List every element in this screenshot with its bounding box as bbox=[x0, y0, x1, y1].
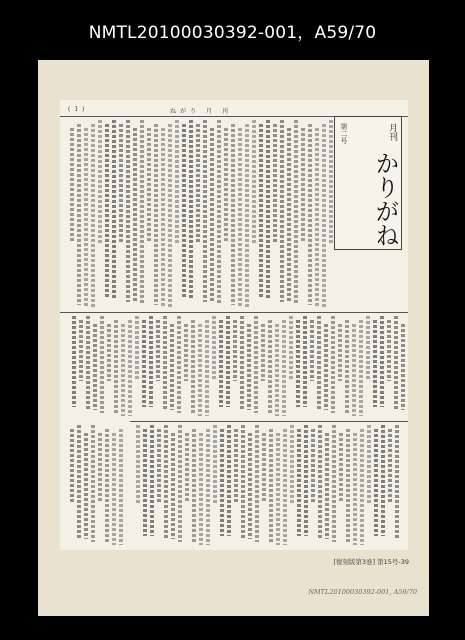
text-column bbox=[84, 433, 88, 539]
text-column bbox=[121, 324, 125, 416]
text-column bbox=[317, 316, 321, 410]
text-column bbox=[394, 316, 398, 410]
text-column bbox=[191, 320, 195, 413]
text-column bbox=[329, 120, 333, 243]
text-region bbox=[66, 316, 408, 416]
text-column bbox=[157, 429, 161, 503]
text-column bbox=[367, 425, 371, 503]
text-column bbox=[112, 433, 116, 545]
text-column bbox=[170, 324, 174, 410]
text-column bbox=[238, 128, 242, 308]
text-column bbox=[395, 425, 399, 539]
text-column bbox=[91, 425, 95, 542]
text-column bbox=[119, 124, 123, 243]
text-column bbox=[282, 320, 286, 416]
text-column bbox=[289, 316, 293, 381]
text-column bbox=[136, 425, 140, 503]
text-column bbox=[205, 320, 209, 416]
text-column bbox=[91, 124, 95, 308]
text-column bbox=[105, 429, 109, 542]
text-column bbox=[98, 120, 102, 243]
text-column bbox=[168, 124, 172, 308]
text-column bbox=[150, 425, 154, 536]
text-column bbox=[315, 128, 319, 308]
text-column bbox=[105, 124, 109, 299]
text-column bbox=[226, 316, 230, 407]
text-column bbox=[70, 429, 74, 503]
text-column bbox=[287, 128, 291, 302]
text-column bbox=[114, 320, 118, 413]
text-column bbox=[164, 425, 168, 539]
text-column bbox=[303, 316, 307, 407]
text-column bbox=[374, 429, 378, 536]
text-column bbox=[213, 425, 217, 503]
text-column bbox=[231, 124, 235, 305]
text-column bbox=[290, 425, 294, 503]
text-column bbox=[322, 124, 326, 308]
text-column bbox=[98, 433, 102, 503]
text-column bbox=[199, 433, 203, 545]
text-column bbox=[185, 433, 189, 503]
footer-label: [復刻版第3巻] 第15号-39 bbox=[333, 558, 409, 566]
text-column bbox=[177, 316, 181, 413]
text-column bbox=[112, 120, 116, 299]
text-column bbox=[198, 324, 202, 416]
text-column bbox=[234, 429, 238, 503]
text-column bbox=[70, 128, 74, 243]
text-column bbox=[325, 433, 329, 539]
text-column bbox=[182, 124, 186, 299]
text-column bbox=[233, 320, 237, 381]
text-column bbox=[240, 316, 244, 410]
text-column bbox=[77, 124, 81, 305]
text-column bbox=[301, 128, 305, 243]
text-column bbox=[203, 120, 207, 302]
text-column bbox=[133, 128, 137, 302]
text-column bbox=[189, 120, 193, 299]
text-column bbox=[360, 429, 364, 545]
text-column bbox=[220, 429, 224, 536]
text-column bbox=[171, 433, 175, 539]
text-column bbox=[212, 316, 216, 381]
text-column bbox=[261, 324, 265, 381]
text-column bbox=[219, 320, 223, 407]
text-column bbox=[254, 316, 258, 413]
text-column bbox=[156, 320, 160, 381]
text-column bbox=[192, 429, 196, 542]
text-column bbox=[259, 124, 263, 299]
text-column bbox=[352, 324, 356, 416]
text-column bbox=[196, 124, 200, 243]
header-title: ねがり 月 刊 bbox=[170, 108, 232, 115]
text-column bbox=[224, 128, 228, 243]
text-column bbox=[273, 124, 277, 243]
text-column bbox=[318, 425, 322, 539]
text-column bbox=[345, 320, 349, 413]
text-column bbox=[100, 316, 104, 413]
text-column bbox=[280, 120, 284, 302]
text-column bbox=[294, 120, 298, 305]
text-region bbox=[134, 425, 402, 545]
text-column bbox=[324, 324, 328, 410]
text-column bbox=[380, 316, 384, 407]
text-column bbox=[241, 425, 245, 539]
text-column bbox=[308, 124, 312, 305]
text-column bbox=[283, 429, 287, 545]
section-rule-upper bbox=[60, 312, 408, 313]
text-column bbox=[247, 324, 251, 410]
text-column bbox=[77, 425, 81, 539]
masthead-issue: 第二号 bbox=[340, 123, 348, 144]
text-region bbox=[66, 120, 336, 308]
text-column bbox=[353, 433, 357, 545]
text-column bbox=[346, 429, 350, 542]
text-column bbox=[93, 324, 97, 410]
text-column bbox=[275, 324, 279, 416]
text-column bbox=[84, 128, 88, 308]
text-column bbox=[338, 324, 342, 381]
header-page-number: (1) bbox=[68, 106, 89, 113]
scanned-page bbox=[38, 60, 429, 616]
section-rule-lower bbox=[130, 421, 408, 422]
text-column bbox=[149, 316, 153, 407]
masthead-label: 月刊 bbox=[387, 123, 397, 141]
text-column bbox=[143, 429, 147, 536]
text-column bbox=[119, 429, 123, 545]
text-column bbox=[296, 320, 300, 407]
text-column bbox=[178, 425, 182, 542]
text-column bbox=[311, 429, 315, 503]
text-column bbox=[276, 433, 280, 545]
text-column bbox=[154, 124, 158, 305]
text-column bbox=[147, 128, 151, 243]
text-column bbox=[331, 316, 335, 413]
text-column bbox=[248, 433, 252, 539]
text-column bbox=[359, 320, 363, 416]
text-column bbox=[269, 429, 273, 542]
handwritten-note: NMTL20100030392-001, A59/70 bbox=[308, 588, 417, 596]
text-column bbox=[388, 429, 392, 503]
text-column bbox=[217, 120, 221, 305]
text-column bbox=[373, 320, 377, 407]
text-column bbox=[140, 120, 144, 305]
text-column bbox=[79, 320, 83, 381]
text-column bbox=[266, 120, 270, 299]
archive-caption: NMTL20100030392-001，A59/70 bbox=[88, 23, 377, 43]
text-column bbox=[381, 425, 385, 536]
text-column bbox=[262, 433, 266, 503]
text-column bbox=[252, 120, 256, 243]
text-column bbox=[135, 316, 139, 381]
text-column bbox=[86, 316, 90, 410]
text-column bbox=[310, 320, 314, 381]
text-column bbox=[245, 124, 249, 308]
text-column bbox=[163, 316, 167, 410]
text-column bbox=[297, 429, 301, 536]
text-column bbox=[161, 128, 165, 308]
text-column bbox=[366, 316, 370, 381]
masthead-title: かりがね bbox=[371, 151, 399, 247]
text-column bbox=[268, 320, 272, 413]
text-column bbox=[332, 425, 336, 542]
masthead bbox=[334, 116, 402, 250]
text-column bbox=[206, 429, 210, 545]
newspaper-sheet bbox=[60, 100, 408, 550]
text-column bbox=[304, 425, 308, 536]
text-column bbox=[184, 324, 188, 381]
text-region bbox=[66, 425, 126, 545]
text-column bbox=[142, 320, 146, 407]
text-column bbox=[72, 316, 76, 407]
text-column bbox=[210, 128, 214, 302]
text-column bbox=[128, 320, 132, 416]
text-column bbox=[255, 425, 259, 542]
text-column bbox=[387, 320, 391, 381]
text-column bbox=[339, 433, 343, 503]
text-column bbox=[107, 324, 111, 381]
text-column bbox=[126, 120, 130, 302]
text-column bbox=[401, 324, 405, 410]
text-column bbox=[227, 425, 231, 536]
text-column bbox=[175, 120, 179, 243]
